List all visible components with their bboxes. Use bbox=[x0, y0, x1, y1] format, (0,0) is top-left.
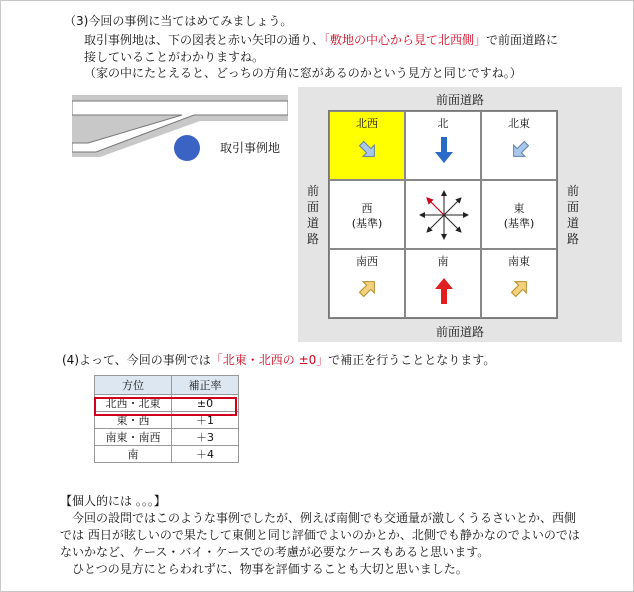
table-cell: 東・西 bbox=[95, 412, 172, 429]
intro-text-end: で前面道路に bbox=[486, 33, 559, 47]
correction-table bbox=[94, 375, 239, 463]
arrow-northeast-icon bbox=[356, 276, 380, 300]
road-char: 面 bbox=[566, 200, 579, 214]
table-header-row bbox=[95, 376, 239, 395]
cell-center bbox=[405, 180, 481, 249]
road-char: 道 bbox=[566, 216, 579, 230]
road-char: 前 bbox=[566, 184, 579, 198]
lot-marker-dot bbox=[174, 135, 200, 161]
table-cell: ＋1 bbox=[172, 412, 239, 429]
table-cell: 南 bbox=[95, 446, 172, 463]
table-row bbox=[95, 446, 239, 463]
cell-southeast bbox=[481, 249, 557, 318]
road-char: 道 bbox=[306, 216, 319, 230]
cell-label: 北 bbox=[437, 117, 449, 130]
intro-line-3: 接していることがわかりますね。 bbox=[84, 50, 265, 64]
cell-west bbox=[329, 180, 405, 249]
intro-line-1: （3)今回の事例に当てはめてみましょう。 bbox=[64, 14, 293, 28]
conclusion-highlight: 「北東・北西の ±0」 bbox=[210, 353, 329, 367]
cell-northeast bbox=[481, 111, 557, 180]
opinion-line-1: 今回の設問ではこのような事例でしたが、例えば南側でも交通量が激しくうるさいとか、西側 bbox=[60, 511, 577, 525]
table-cell: 南東・南西 bbox=[95, 429, 172, 446]
conclusion-line bbox=[62, 353, 495, 368]
cell-northwest bbox=[329, 111, 405, 180]
intro-text: 取引事例地は、下の図表と赤い矢印の通り、 bbox=[84, 33, 325, 47]
conclusion-text: (4)よって、今回の事例では bbox=[62, 353, 211, 367]
cell-main: 東 bbox=[513, 202, 525, 215]
cell-southwest bbox=[329, 249, 405, 318]
opinion-line-4: ひとつの見方にとらわれずに、物事を評価することも大切と思いました。 bbox=[60, 562, 468, 576]
cell-south bbox=[405, 249, 481, 318]
cell-label bbox=[330, 201, 404, 231]
lot-label: 取引事例地 bbox=[220, 141, 281, 155]
header-direction: 方位 bbox=[95, 376, 172, 395]
road-char: 前 bbox=[306, 184, 319, 198]
arrow-northwest-icon bbox=[508, 276, 532, 300]
street-map bbox=[72, 95, 288, 165]
cell-label: 北東 bbox=[508, 117, 530, 130]
conclusion-text-end: で補正を行うこととなります。 bbox=[328, 353, 496, 367]
cell-north bbox=[405, 111, 481, 180]
road-label-bottom: 前面道路 bbox=[435, 325, 484, 339]
arrow-down-icon bbox=[432, 135, 456, 165]
direction-grid bbox=[328, 110, 558, 319]
header-rate: 補正率 bbox=[172, 376, 239, 395]
cell-label: 北西 bbox=[356, 117, 378, 130]
arrow-southeast-icon bbox=[356, 138, 380, 162]
arrow-up-icon bbox=[432, 276, 456, 306]
opinion-line-2: では 西日が眩しいので果たして東側と同じ評価でよいのかとか、北側でも静かなのでよいのでは bbox=[60, 528, 580, 542]
road-char: 面 bbox=[306, 200, 319, 214]
cell-label bbox=[482, 201, 556, 231]
table-highlight-box bbox=[94, 397, 237, 416]
cell-label: 南 bbox=[437, 255, 449, 268]
cell-east bbox=[481, 180, 557, 249]
arrow-southwest-icon bbox=[508, 138, 532, 162]
road-label-top: 前面道路 bbox=[435, 93, 484, 107]
intro-line-2 bbox=[84, 33, 558, 48]
opinion-line-3: ないかなど、ケース・バイ・ケースでの考慮が必要なケースもあると思います。 bbox=[60, 545, 490, 559]
cell-sub: (基準) bbox=[351, 217, 383, 230]
cell-label: 南東 bbox=[508, 255, 530, 268]
road-label-left bbox=[306, 183, 320, 247]
cell-sub: (基準) bbox=[503, 217, 535, 230]
cell-main: 西 bbox=[361, 202, 373, 215]
table-cell: ＋3 bbox=[172, 429, 239, 446]
road-char: 路 bbox=[306, 232, 319, 246]
table-cell: ＋4 bbox=[172, 446, 239, 463]
road-char: 路 bbox=[566, 232, 579, 246]
compass-rose-icon bbox=[414, 185, 474, 245]
table-cell: 北西・北東 bbox=[95, 395, 172, 412]
direction-panel bbox=[298, 87, 622, 342]
table-row bbox=[95, 429, 239, 446]
table-cell: ±0 bbox=[172, 395, 239, 412]
road-label-right bbox=[566, 183, 580, 247]
intro-highlight: 「敷地の中心から見て北西側」 bbox=[324, 33, 487, 47]
opinion-title: 【個人的には 。。。】 bbox=[60, 494, 166, 508]
cell-label: 南西 bbox=[356, 255, 378, 268]
intro-line-4: （家の中にたとえると、どっちの方角に窓があるのかという見方と同じですね。） bbox=[84, 66, 522, 80]
